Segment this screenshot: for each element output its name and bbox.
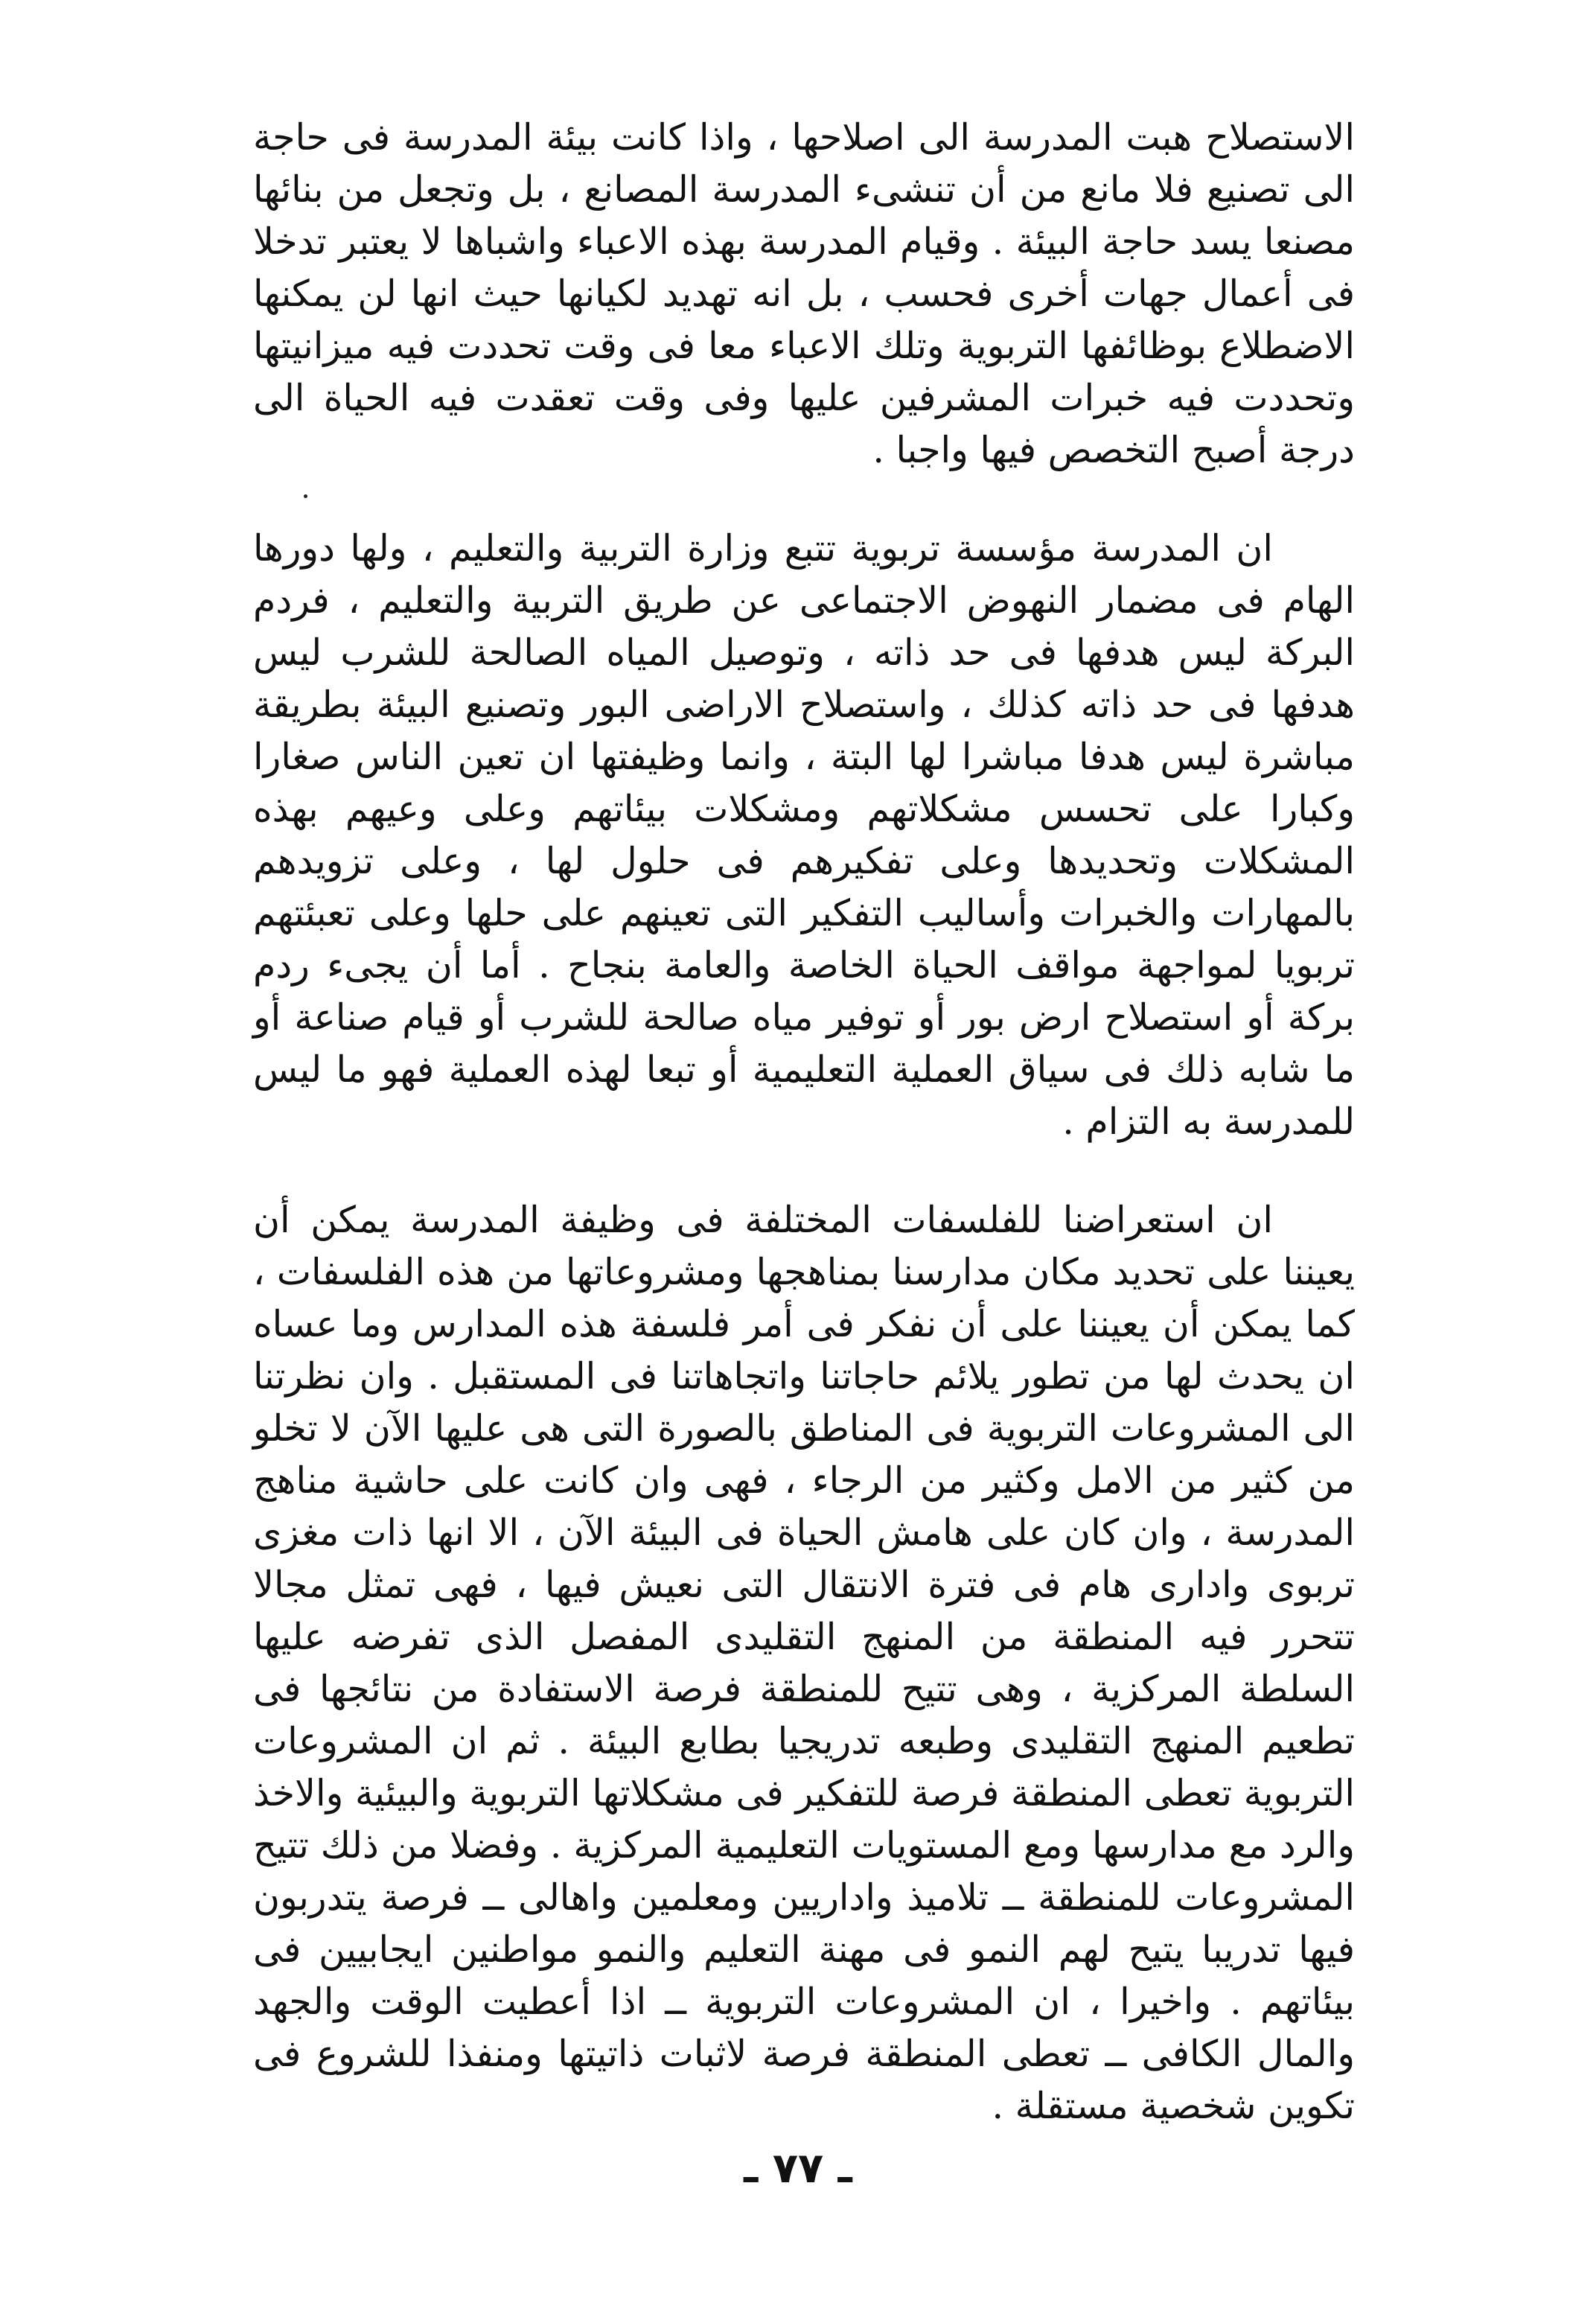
paragraph-2: ان المدرسة مؤسسة تربوية تتبع وزارة التربية والتعليم ، ولها دورها الهام فى مضمار النهوض الاجتماعى عن طريق التربية والتعليم ، فردم البركة ليس هدفها فى حد ذاته ، وتوصيل المياه الصالحة للشرب ليس هدفها فى حد ذاته كذلك ، واستصلاح الاراضى البور وتصنيع البيئة بطريقة مباشرة ليس هدفا مباشرا لها البتة ، وانما وظيفتها ان تعين الناس صغارا وكبارا على تحسس مشكلاتهم ومشكلات بيئاتهم وعلى وعيهم بهذه المشكلات وتحديدها وعلى تفكيرهم فى حلول لها ، وعلى تزويدهم بالمهارات والخبرات وأساليب التفكير التى تعينهم على حلها وعلى تعبئتهم تربويا لمواجهة مواقف الحياة الخاصة والعامة بنجاح . أما أن يجىء ردم بركة أو استصلاح ارض بور أو توفير مياه صالحة للشرب أو قيام صناعة أو ما شابه ذلك فى سياق العملية التعليمية أو تبعا لهذه العملية فهو ما ليس للمدرسة به التزام . [253, 527, 1355, 1143]
scan-speck [304, 494, 307, 498]
paragraph-3: ان استعراضنا للفلسفات المختلفة فى وظيفة المدرسة يمكن أن يعيننا على تحديد مكان مدارسنا بمناهجها ومشروعاتها من هذه الفلسفات ، كما يمكن أن يعيننا على أن نفكر فى أمر فلسفة هذه المدارس وما عساه ان يحدث لها من تطور يلائم حاجاتنا واتجاهاتنا فى المستقبل . وان نظرتنا الى المشروعات التربوية فى المناطق بالصورة التى هى عليها الآن لا تخلو من كثير من الامل وكثير من الرجاء ، فهى وان كانت على حاشية مناهج المدرسة ، وان كان على هامش الحياة فى البيئة الآن ، الا انها ذات مغزى تربوى وادارى هام فى فترة الانتقال التى نعيش فيها ، فهى تمثل مجالا تتحرر فيه المنطقة من المنهج التقليدى المفصل الذى تفرضه عليها السلطة المركزية ، وهى تتيح للمنطقة فرصة الاستفادة من نتائجها فى تطعيم المنهج التقليدى وطبعه تدريجيا بطابع البيئة . ثم ان المشروعات التربوية تعطى المنطقة فرصة للتفكير فى مشكلاتها التربوية والبيئية والاخذ والرد مع مدارسها ومع المستويات التعليمية المركزية . وفضلا من ذلك تتيح المشروعات للمنطقة ــ تلاميذ واداريين ومعلمين واهالى ــ فرصة يتدربون فيها تدريبا يتيح لهم النمو فى مهنة التعليم والنمو مواطنين ايجابيين فى بيئاتهم . واخيرا ، ان المشروعات التربوية ــ اذا أعطيت الوقت والجهد والمال الكافى ــ تعطى المنطقة فرصة لاثبات ذاتيتها ومنفذا للشروع فى تكوين شخصية مستقلة . [253, 1199, 1355, 2127]
page-number: ـ ٧٧ ـ [744, 2144, 852, 2193]
paragraph-1: الاستصلاح هبت المدرسة الى اصلاحها ، واذا كانت بيئة المدرسة فى حاجة الى تصنيع فلا مانع من أن تنشىء المدرسة المصانع ، بل وتجعل من بنائها مصنعا يسد حاجة البيئة . وقيام المدرسة بهذه الاعباء واشباها لا يعتبر تدخلا فى أعمال جهات أخرى فحسب ، بل انه تهديد لكيانها حيث انها لن يمكنها الاضطلاع بوظائفها التربوية وتلك الاعباء معا فى وقت تحددت فيه ميزانيتها وتحددت فيه خبرات المشرفين عليها وفى وقت تعقدت فيه الحياة الى درجة أصبح التخصص فيها واجبا . [253, 116, 1355, 471]
page-body [253, 112, 1355, 2132]
